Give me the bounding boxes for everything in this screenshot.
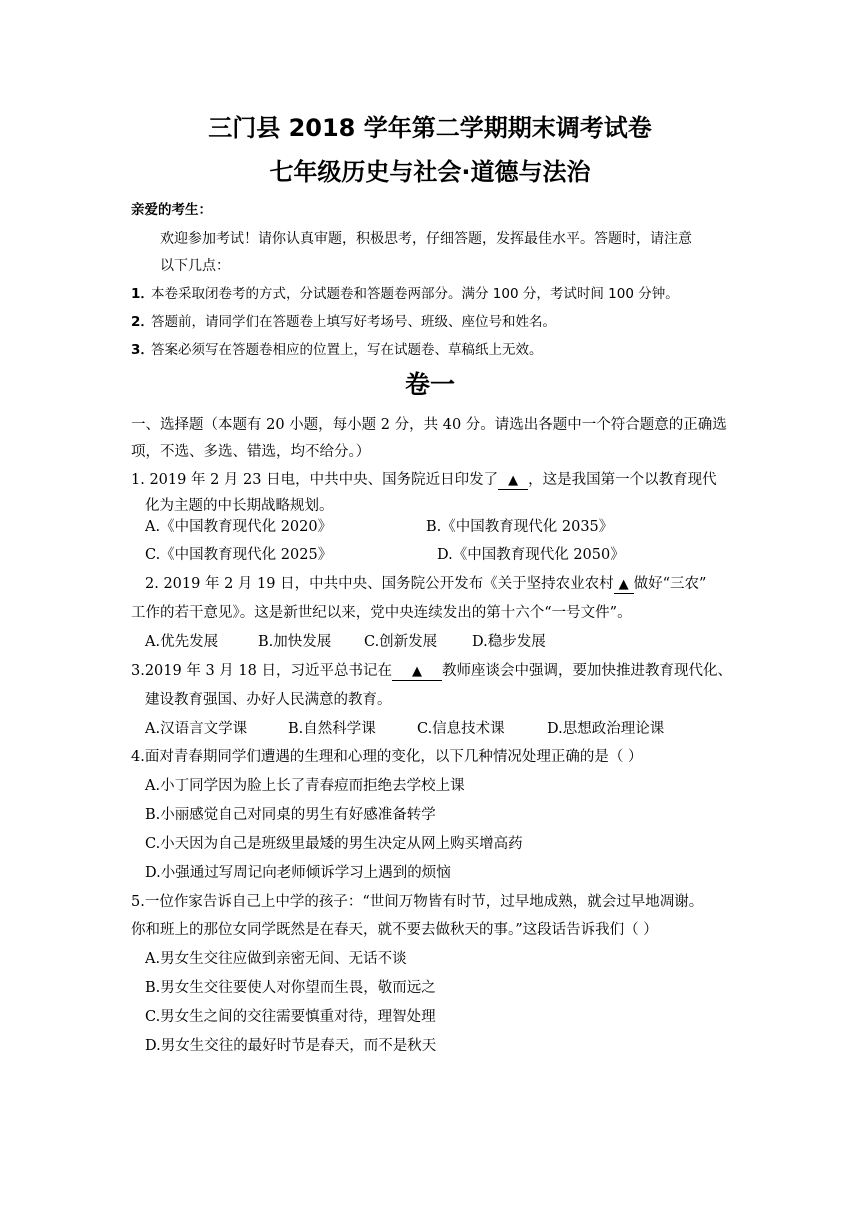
question-4-option-c: C.小天因为自己是班级里最矮的男生决定从网上购买增高药 [145,836,523,852]
exam-subtitle: 七年级历史与社会·道德与法治 [269,158,591,186]
question-1-option-a: A.《中国教育现代化 2020》 [145,519,333,535]
question-3-option-a: A.汉语言文学课 [145,721,248,737]
notice-item [131,340,543,360]
notice-number: 3． [131,342,154,358]
question-3-stem: 3.2019 年 3 月 18 日，习近平总书记在 ▲ 教师座谈会中强调，要加快推进教育现代化、 [131,663,732,679]
welcome-line-2: 以下几点： [160,258,230,274]
question-3-option-b: B.自然科学课 [288,721,376,737]
notice-text: 本卷采取闭卷考的方式，分试题卷和答题卷两部分。满分 100 分，考试时间 100 分钟。 [151,286,679,302]
question-2-option-b: B.加快发展 [258,634,332,650]
notice-number: 2． [131,314,154,330]
question-4-option-a: A.小丁同学因为脸上长了青春痘而拒绝去学校上课 [145,778,465,794]
exam-title: 三门县 2018 学年第二学期期末调考试卷 [208,114,652,142]
question-1-option-c: C.《中国教育现代化 2025》 [145,547,333,563]
notice-number: 1． [131,286,154,302]
triangle-icon: ▲ [508,473,519,488]
question-5-stem-cont: 你和班上的那位女同学既然是在春天，就不要去做秋天的事。”这段话告诉我们（ ） [131,922,658,938]
question-5-option-d: D.男女生交往的最好时节是春天，而不是秋天 [145,1038,437,1054]
question-5-stem: 5.一位作家告诉自己上中学的孩子：“世间万物皆有时节，过早地成熟，就会过早地凋谢。 [131,894,704,910]
welcome-line-1: 欢迎参加考试！请你认真审题，积极思考，仔细答题，发挥最佳水平。答题时，请注意 [160,231,692,247]
answer-blank [392,664,442,681]
question-2-stem: 2. 2019 年 2 月 19 日，中共中央、国务院公开发布《关于坚持农业农村 ▲ 做好“三农” [145,576,707,592]
triangle-icon: ▲ [411,664,422,679]
section-instructions-line-2: 项，不选、多选、错选，均不给分。） [131,444,371,460]
notice-item [131,284,679,304]
question-1-option-b: B.《中国教育现代化 2035》 [426,519,614,535]
question-1-option-d: D.《中国教育现代化 2050》 [437,547,625,563]
question-2-option-c: C.创新发展 [364,634,438,650]
question-2-stem-cont: 工作的若干意见》。这是新世纪以来，党中央连续发出的第十六个“一号文件”。 [131,605,632,621]
question-5-option-a: A.男女生交往应做到亲密无间、无话不谈 [145,951,407,967]
notice-text: 答案必须写在答题卷相应的位置上，写在试题卷、草稿纸上无效。 [151,342,543,358]
section-title: 卷一 [404,370,455,399]
question-1-stem: 1. 2019 年 2 月 23 日电，中共中央、国务院近日印发了 ▲ ，这是我国第一个以教育现代 [131,472,717,488]
answer-blank [498,473,528,490]
section-instructions-line-1: 一、选择题（本题有 20 小题，每小题 2 分，共 40 分。请选出各题中一个符合题意的正确选 [131,417,727,433]
question-5-option-c: C.男女生之间的交往需要慎重对待，理智处理 [145,1009,436,1025]
question-1-stem-cont: 化为主题的中长期战略规划。 [145,498,334,514]
triangle-icon: ▲ [618,577,629,592]
question-4-stem: 4.面对青春期同学们遭遇的生理和心理的变化，以下几种情况处理正确的是（ ） [131,749,643,765]
question-3-option-d: D.思想政治理论课 [547,721,665,737]
notice-item [131,312,556,332]
answer-blank [614,577,634,594]
notice-text: 答题前，请同学们在答题卷上填写好考场号、班级、座位号和姓名。 [151,314,556,330]
question-2-option-d: D.稳步发展 [472,634,546,650]
question-3-option-c: C.信息技术课 [417,721,505,737]
question-4-option-b: B.小丽感觉自己对同桌的男生有好感准备转学 [145,807,436,823]
greeting: 亲爱的考生： [131,202,212,218]
question-2-option-a: A.优先发展 [145,634,219,650]
question-5-option-b: B.男女生交往要使人对你望而生畏，敬而远之 [145,980,436,996]
question-4-option-d: D.小强通过写周记向老师倾诉学习上遇到的烦恼 [145,865,451,881]
question-3-stem-cont: 建设教育强国、办好人民满意的教育。 [145,692,392,708]
